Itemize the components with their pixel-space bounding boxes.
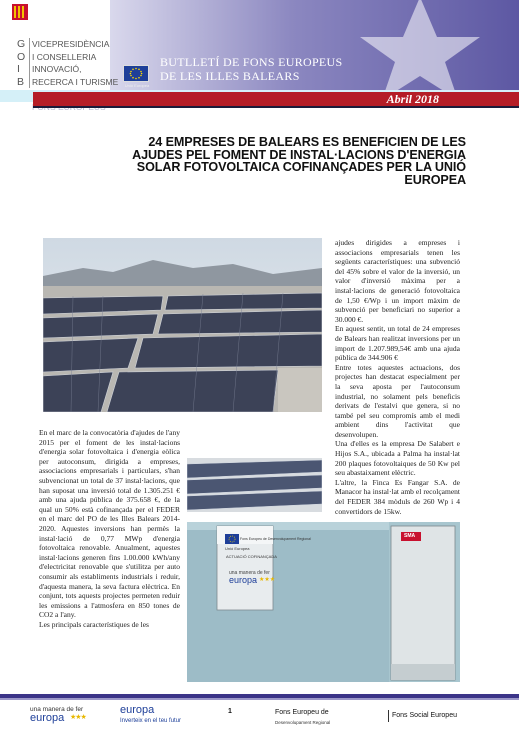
govern-department: VICEPRESIDÈNCIA I CONSELLERIA INNOVACIÓ, RECERCA I TURISME (32, 39, 119, 87)
footer-stars-icon: ★★★ (70, 714, 86, 721)
plaque-europa: europa (229, 575, 258, 585)
article-paragraph: Una d'elles es la empresa De Salabert e Hijos S.A., ubicada a Palma ha instal·lat 200 plaques fotovoltaiques de 50 Kw pel seu abastaixament elèctric. (335, 439, 460, 478)
article-right-column (335, 238, 460, 516)
article-paragraph: En aquest sentit, un total de 24 empreses de Balears han realitzat inversions per un import de 1.207.989,54€ amb una ajuda pública de 344.906 € (335, 324, 460, 363)
footer-feder: Fons Europeu de (275, 709, 329, 716)
rooftop-solar-photo (43, 238, 322, 412)
page-footer (0, 700, 519, 736)
article-paragraph: L'altre, la Finca Es Fangar S.A. de Manacor ha instal·lat amb el recolçament del FEDER 384 mòduls de 260 Wp i 4 convertidors de 15kw. (335, 477, 460, 516)
bulletin-title: BUTLLETÍ DE FONS EUROPEUS DE LES ILLES BALEARS (160, 55, 343, 83)
footer-fse: Fons Social Europeu (392, 712, 457, 719)
plaque-action-label: ACTUACIÓ COFINANÇADA (226, 554, 277, 559)
eu-flag-caption: Unió Europea (124, 83, 150, 88)
article-headline: 24 EMPRESES DE BALEARS ES BENEFICIEN DE LES AJUDES PEL FOMENT DE INSTAL·LACIONS D'ENERGIA SOLAR FOTOVOLTAICA COFINANÇADES PER LA UNIÓ EUROPEA (132, 135, 466, 187)
date-underline (33, 106, 519, 108)
plaque-eu-flag-icon (225, 534, 239, 544)
plaque-manera: una manera de fer (229, 570, 270, 576)
footer-inverteix: Inverteix en el teu futur (120, 718, 182, 724)
solar-panels-photo (187, 458, 322, 512)
plaque-fund-label: Fons Europeu de Desenvolupament Regional (240, 537, 311, 541)
eu-flag-logo (123, 65, 151, 88)
plaque-ue-label: Unió Europea (225, 546, 250, 551)
plaque-stars-icon: ★★★ (259, 577, 276, 583)
article-paragraph: En el marc de la convocatòria d'ajudes de l'any 2015 per el foment de les instal·lacions d'energia solar fotovoltaica i d'energia eòlica per autoconsum, dirigida a empreses, associacions empresarials i particulars, s'han subvencionat un total de 37 instal·lacions, que han suposat una inversió total de 1.305.251 € amb una ajuda pública de 375.658 €, de la qual un 50% està cofinançada per el FEDER en el marc del PO de les Illes Balears 2014-2020. Aquestes inversions han permès la instal·lació de 0,77 MWp d'energia fotovoltaica renovable. Anualment, aquestes instal·lacions generen fins 1.00.000 kWh/any d'electricitat renovable que s'utilitza per auto consumir als establiments industrials i reduir, d'aquesta manera, la seva factura elèctrica. En conjunt, tots aquests projectes permeten reduir les emissions a l'atmosfera en 850 tones de CO2 a l'any. (39, 428, 180, 620)
issue-date: Abril 2018 (386, 92, 439, 106)
article-paragraph: ajudes dirigides a empreses i associacions empresarials tenen les següents característiques: una subvenció del 45% sobre el valor de la inversió, un valor d'inversió màxima per a instal·lacions de generació fotovoltaica de 1,50 €/Wp i un import màxim de subvenció per beneficiari no superior a 30.000 €. (335, 238, 460, 324)
date-bar (33, 92, 519, 106)
inverter-brand: SMA (404, 533, 416, 539)
bulletin-header (0, 0, 519, 100)
footer-manera: una manera de fer (30, 706, 84, 713)
article-paragraph: Entre totes aquestes actuacions, dos projectes han destacat especialment per la seva aposta per l'autoconsum industrial, no solament pels beneficis derivats de l'estalvi que genera, si no també pel seu compromís amb el medi ambient dins l'activitat que desenvolupen. (335, 362, 460, 439)
star-graphic-icon (345, 0, 495, 102)
footer-divider (388, 710, 389, 722)
govern-shield-icon (12, 4, 28, 20)
govern-divider (29, 38, 30, 88)
eu-flag-icon (123, 65, 149, 82)
footer-europa-logo: europa (30, 712, 65, 724)
article-left-column (39, 428, 180, 629)
footer-feder-sub: Desenvolupament Regional (275, 720, 331, 725)
govern-acronym: G O I B (17, 38, 26, 88)
article-paragraph: Les principals característiques de les (39, 619, 149, 629)
footer-europa-invest-logo: europa (120, 704, 155, 716)
page-number: 1 (228, 708, 232, 715)
